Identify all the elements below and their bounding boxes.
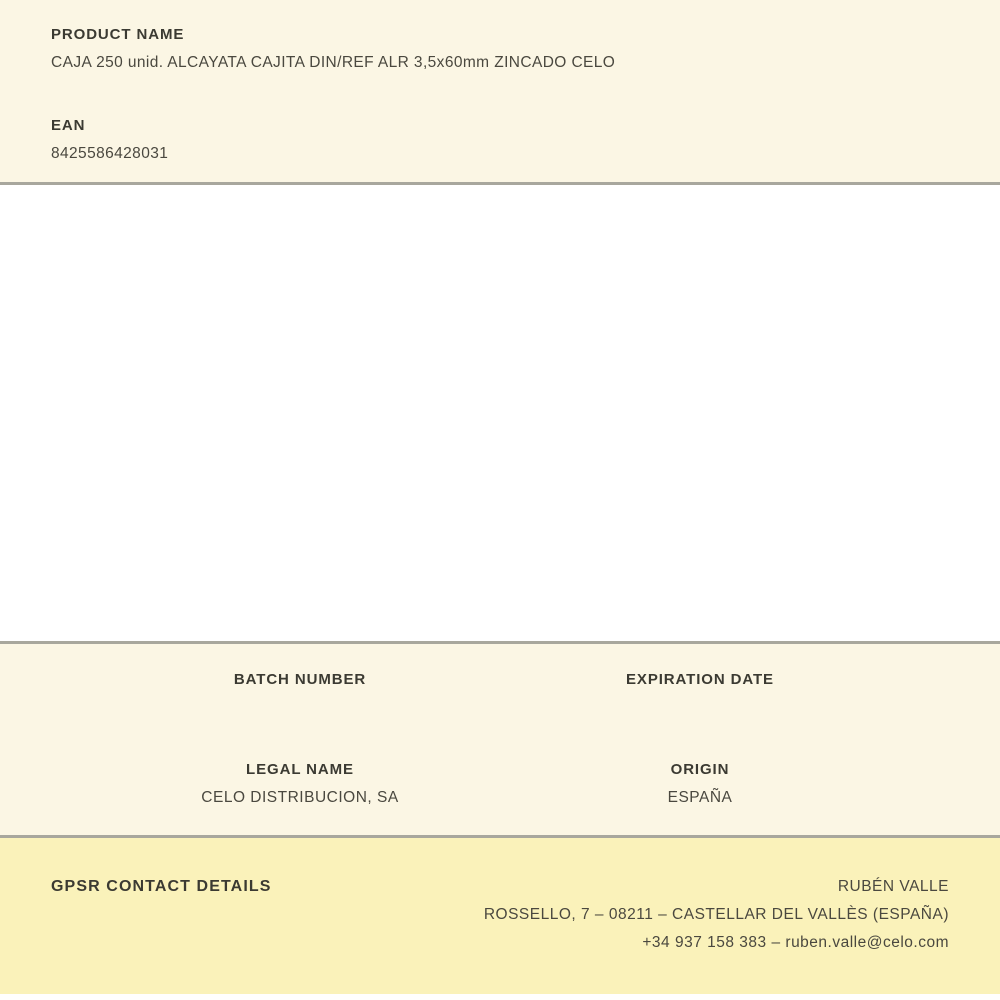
- contact-phone-email: +34 937 158 383 – ruben.valle@celo.com: [642, 934, 949, 951]
- expiration-date-label: EXPIRATION DATE: [626, 671, 774, 688]
- legal-name-label: LEGAL NAME: [246, 761, 354, 778]
- expiration-date-field: [500, 671, 900, 761]
- batch-number-field: [100, 671, 500, 761]
- gpsr-contact-info: [484, 873, 949, 957]
- contact-person-name: RUBÉN VALLE: [837, 878, 949, 895]
- product-name-label: PRODUCT NAME: [51, 26, 185, 43]
- product-name-field: [51, 26, 949, 73]
- product-header-section: [0, 0, 1000, 185]
- batch-number-label: BATCH NUMBER: [233, 671, 367, 688]
- ean-value: 8425586428031: [51, 145, 169, 162]
- gpsr-contact-section: [0, 838, 1000, 994]
- details-grid: [100, 671, 900, 808]
- legal-name-value: CELO DISTRIBUCION, SA: [201, 789, 399, 806]
- contact-address: ROSSELLO, 7 – 08211 – CASTELLAR DEL VALLÈS (ESPAÑA): [483, 906, 949, 923]
- details-section: [0, 644, 1000, 838]
- blank-content-area: [0, 185, 1000, 644]
- ean-label: EAN: [51, 117, 86, 134]
- product-name-value: CAJA 250 unid. ALCAYATA CAJITA DIN/REF ALR 3,5x60mm ZINCADO CELO: [51, 54, 616, 71]
- gpsr-contact-label: GPSR CONTACT DETAILS: [51, 878, 272, 895]
- origin-value: ESPAÑA: [667, 789, 733, 806]
- legal-name-field: [100, 761, 500, 808]
- ean-field: [51, 117, 949, 164]
- origin-field: [500, 761, 900, 808]
- origin-label: ORIGIN: [670, 761, 730, 778]
